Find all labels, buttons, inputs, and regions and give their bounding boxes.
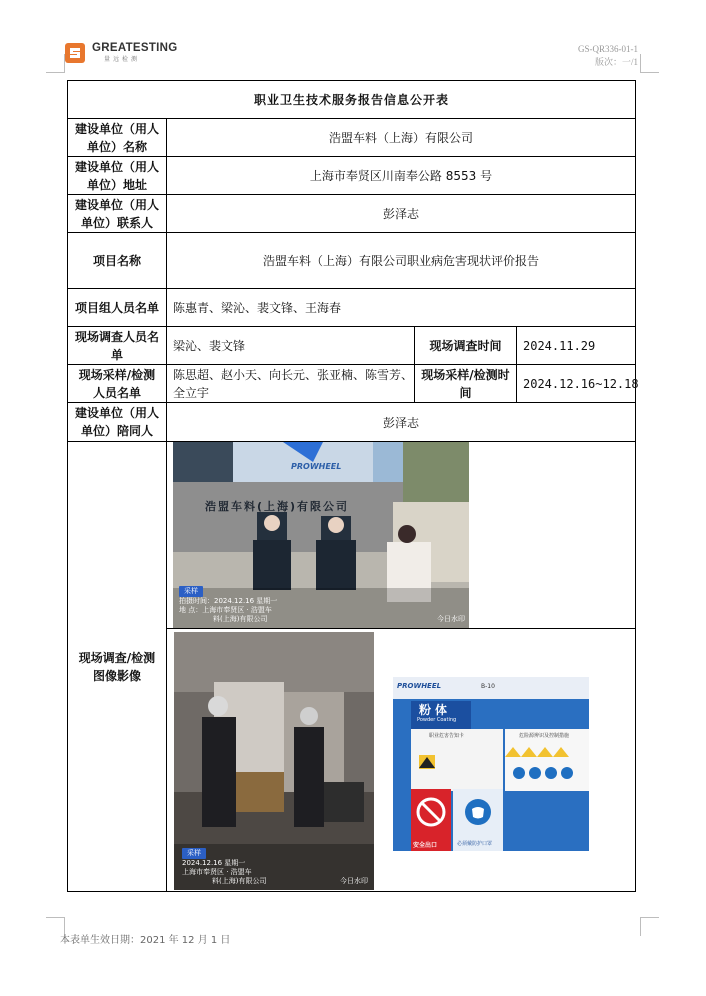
sampling-time-label: 现场采样/检测时间: [415, 365, 517, 403]
unit-name-label: 建设单位（用人单位）名称: [68, 119, 167, 157]
document-code: [578, 43, 638, 69]
sampling-staff-value: 陈思超、赵小天、向长元、张亚楠、陈雪芳、全立宇: [167, 365, 415, 403]
signboard-brand: PROWHEEL: [397, 682, 442, 690]
doc-code: GS-QR336-01-1: [578, 44, 638, 54]
logo-text: GREATESTING: [92, 41, 178, 54]
signboard-subtitle: Powder Coating: [417, 717, 457, 723]
survey-staff-label: 现场调查人员名单: [68, 327, 167, 365]
unit-name-value: 浩盟车料（上海）有限公司: [167, 119, 636, 157]
gate-watermark: [179, 586, 277, 624]
gate-app-mark: 今日水印: [437, 615, 465, 623]
gate-watermark-place-2: 料(上海)有限公司: [213, 615, 268, 623]
accompany-label: 建设单位（用人单位）陪同人: [68, 403, 167, 442]
signboard-code: B-10: [481, 683, 495, 690]
unit-address-label: 建设单位（用人单位）地址: [68, 157, 167, 195]
workshop-watermark: [182, 848, 266, 886]
greatesting-logo-icon: [64, 42, 86, 64]
accompany-value: 彭泽志: [167, 403, 636, 442]
workshop-watermark-time: 2024.12.16 星期一: [182, 859, 246, 867]
signboard-title: 粉体: [419, 703, 452, 717]
team-members-label: 项目组人员名单: [68, 289, 167, 327]
project-name-label: 项目名称: [68, 233, 167, 289]
gate-sign: 浩盟车料(上海)有限公司: [205, 500, 350, 513]
workshop-watermark-tag: 采样: [182, 848, 206, 859]
photo-cell-bottom: [167, 629, 636, 892]
workshop-photo: [174, 632, 374, 890]
photo-cell-top: [167, 442, 636, 629]
workshop-watermark-place: 上海市奉贤区 · 浩盟车: [182, 868, 252, 876]
photos-label: 现场调查/检测图像影像: [68, 442, 167, 892]
workshop-app-mark: 今日水印: [340, 877, 368, 885]
signboard-mask-text: 必须戴防护口罩: [457, 841, 493, 847]
unit-address-value: 上海市奉贤区川南奉公路 8553 号: [167, 157, 636, 195]
team-members-value: 陈惠青、梁沁、裴文锋、王海春: [167, 289, 636, 327]
workshop-watermark-place-2: 料(上海)有限公司: [212, 877, 267, 885]
gate-watermark-place: 地 点：上海市奉贤区 · 浩盟车: [179, 606, 272, 614]
gate-brand: PROWHEEL: [291, 462, 342, 471]
project-name-value: 浩盟车料（上海）有限公司职业病危害现状评价报告: [167, 233, 636, 289]
survey-staff-value: 梁沁、裴文锋: [167, 327, 415, 365]
signboard-exit-text: 安全出口: [413, 842, 438, 849]
logo-subtext: 量远检测: [104, 56, 141, 64]
signboard-card-title: 职业危害告知卡: [429, 733, 465, 739]
gate-watermark-time: 拍摄时间：2024.12.16 星期一: [179, 597, 278, 605]
disclosure-table: [67, 80, 639, 892]
crop-mark: [640, 54, 659, 73]
sampling-staff-label: 现场采样/检测人员名单: [68, 365, 167, 403]
survey-time-label: 现场调查时间: [415, 327, 517, 365]
signboard-photo: [393, 677, 589, 851]
gate-watermark-tag: 采样: [179, 586, 203, 597]
unit-contact-label: 建设单位（用人单位）联系人: [68, 195, 167, 233]
doc-edition: 版次：一/1: [594, 57, 638, 67]
crop-mark: [640, 917, 659, 936]
effective-date-footer: 本表单生效日期：2021 年 12 月 1 日: [60, 935, 231, 946]
signboard-card2-title: 危险源辨识及控制措施: [519, 733, 570, 739]
table-title: 职业卫生技术服务报告信息公开表: [68, 81, 636, 119]
crop-mark: [46, 54, 65, 73]
survey-time-value: 2024.11.29: [517, 327, 636, 365]
unit-contact-value: 彭泽志: [167, 195, 636, 233]
gate-photo: [173, 442, 469, 628]
sampling-time-value: 2024.12.16~12.18: [517, 365, 636, 403]
company-logo: [64, 42, 178, 64]
